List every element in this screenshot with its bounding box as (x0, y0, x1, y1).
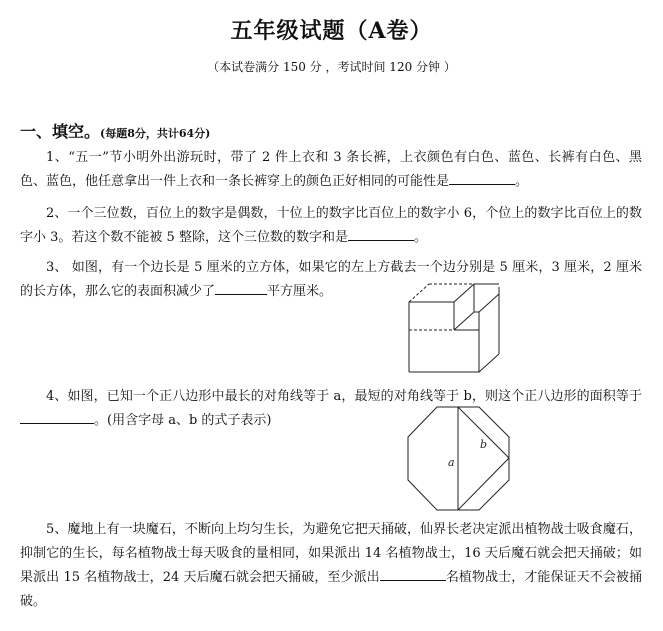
question-5-end: 名植物战士，才能保证天不会被捅破。 (20, 570, 642, 609)
cube-top-diag-1 (454, 284, 474, 302)
section-heading (20, 119, 210, 142)
question-1-text: 1、“五一”节小明外出游玩时，带了 2 件上衣和 3 条长裤，上衣颜色有白色、蓝色、长裤有白色、黑色、蓝色，他任意拿出一件上衣和一条长裤穿上的颜色正好相同的可能性是 (20, 150, 642, 189)
answer-blank-5[interactable] (380, 566, 446, 581)
question-4 (20, 385, 642, 433)
question-1-end: 。 (515, 174, 529, 189)
cube-step-diag (479, 294, 499, 312)
question-4-end: 。(用含字母 a、b 的式子表示) (94, 413, 272, 428)
question-4-text: 4、如图，已知一个正八边形中最长的对角线等于 a，最短的对角线等于 b，则这个正八边形的面积等于 (46, 389, 642, 404)
question-3-end: 平方厘米。 (267, 284, 333, 299)
exam-info: （本试卷满分 150 分 ，考试时间 120 分钟 ） (207, 60, 456, 74)
octagon-figure (405, 404, 513, 514)
octagon-chord (458, 458, 509, 510)
question-2-end: 。 (413, 230, 427, 245)
cube-front-edge (409, 330, 479, 372)
question-5 (20, 518, 642, 614)
question-3-text: 3、 如图，有一个边长是 5 厘米的立方体，如果它的左上方截去一个边分别是 5 厘米，3 厘米，2 厘米的长方体，那么它的表面积减少了 (20, 260, 642, 299)
answer-blank-2[interactable] (348, 226, 414, 241)
question-2 (20, 202, 642, 250)
label-b: b (480, 438, 488, 451)
section-title: 一、填空。 (20, 122, 101, 141)
question-5-text: 5、魔地上有一块魔石，不断向上均匀生长，为避免它把天捅破，仙界长老决定派出植物战士吸食魔石，抑制它的生长，每名植物战士每天吸食的量相同，如果派出 14 名植物战士，16 天后魔石就会把天捅破；如果派出 15 名植物战士，24 天后魔石就会把天捅破，至少派出 (20, 522, 642, 585)
question-1 (20, 146, 642, 194)
answer-blank-4[interactable] (20, 409, 94, 424)
cut-dashed-1 (409, 284, 429, 302)
page-title: 五年级试题（A卷） (230, 18, 433, 44)
cube-right-bottom (479, 354, 499, 372)
question-2-text: 2、一个三位数，百位上的数字是偶数，十位上的数字比百位上的数字小 6，个位上的数字比百位上的数字小 3。若这个数不能被 5 整除，这个三位数的数字和是 (20, 206, 642, 245)
answer-blank-1[interactable] (449, 170, 515, 185)
section-note: (每题8分，共计64分) (100, 127, 211, 140)
cube-figure (404, 282, 504, 376)
question-3 (20, 256, 642, 304)
answer-blank-3[interactable] (215, 280, 267, 295)
label-a: a (448, 456, 455, 469)
cube-top-diag-2 (454, 312, 474, 330)
